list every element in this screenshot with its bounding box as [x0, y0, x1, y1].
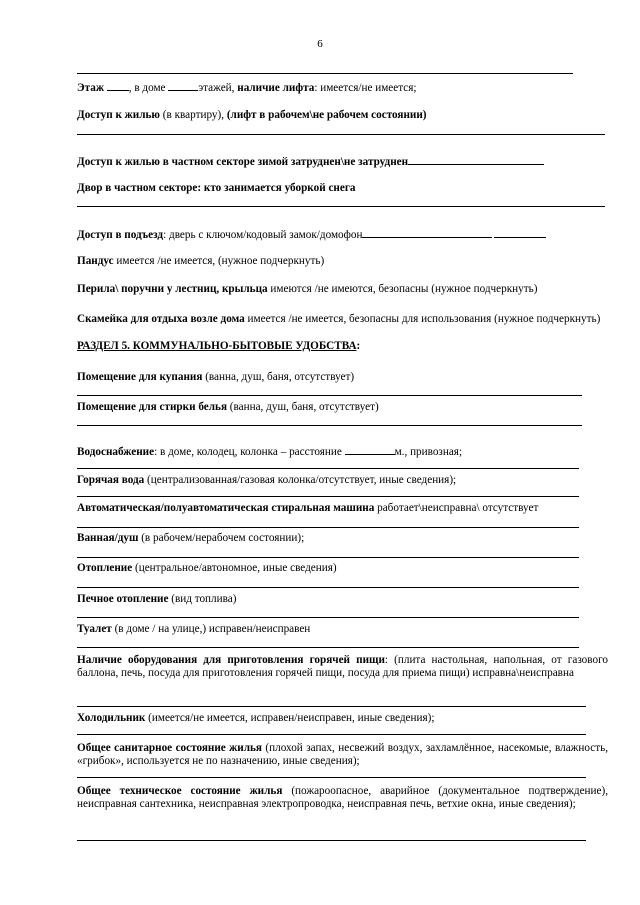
stove-heating-options: (вид топлива)	[171, 593, 237, 605]
washer-field	[77, 502, 608, 515]
cooking-field	[77, 654, 608, 680]
section-title-colon: :	[356, 340, 361, 352]
fill-line[interactable]	[77, 527, 579, 528]
washer-label: Автоматическая/полуавтоматическая стиральная машина	[77, 502, 375, 514]
heating-options: (центральное/автономное, иные сведения)	[135, 562, 337, 574]
sanitary-field	[77, 742, 608, 768]
water-tail: м., привозная;	[394, 446, 463, 458]
toilet-options: (в доме / на улице,) исправен/неисправен	[114, 623, 311, 635]
fill-line[interactable]	[77, 777, 586, 778]
fill-line[interactable]	[77, 468, 579, 469]
fill-line[interactable]	[77, 840, 586, 841]
page-number: 6	[317, 38, 323, 50]
access-home-mid: (в квартиру),	[162, 109, 225, 121]
laundry-field	[77, 401, 608, 414]
access-private-label: Доступ к жилью в частном секторе зимой затруднен\не затруднен	[77, 156, 409, 168]
floors-total-blank[interactable]	[168, 80, 198, 91]
fill-line[interactable]	[77, 587, 579, 588]
entrance-field	[77, 227, 608, 242]
sanitary-label: Общее санитарное состояние жилья	[77, 742, 262, 754]
access-home-label: Доступ к жилью	[77, 109, 160, 121]
water-distance-blank[interactable]	[345, 444, 395, 455]
bathing-options: (ванна, душ, баня, отсутствует)	[205, 371, 355, 383]
laundry-label: Помещение для стирки белья	[77, 401, 227, 413]
floor-mid: , в доме	[128, 82, 166, 94]
heating-label: Отопление	[77, 562, 133, 574]
technical-field	[77, 785, 608, 811]
lift-label: наличие лифта	[237, 82, 315, 94]
fill-line[interactable]	[77, 647, 579, 648]
fill-line[interactable]	[77, 706, 586, 707]
cooking-label: Наличие оборудования для приготовления горячей пищи	[77, 654, 385, 666]
bath-label: Ванная/душ	[77, 532, 139, 544]
ramp-field	[77, 255, 608, 268]
section-title-text: РАЗДЕЛ 5. КОММУНАЛЬНО-БЫТОВЫЕ УДОБСТВА	[77, 340, 357, 352]
floor-label: Этаж	[77, 82, 104, 94]
entrance-blank-2[interactable]	[494, 227, 546, 238]
cooking-options: : (плита настольная, напольная, от газового баллона, печь, посуда для приготовления горячей пищи, посуда для приема пищи) исправна\неисправна	[77, 654, 608, 679]
fill-line[interactable]	[77, 395, 582, 396]
bench-field	[77, 313, 608, 326]
stove-heating-field	[77, 593, 608, 606]
entrance-label: Доступ в подъезд	[77, 229, 164, 241]
hot-water-label: Горячая вода	[77, 474, 145, 486]
yard-label: Двор в частном секторе: кто занимается уборкой снега	[77, 182, 356, 194]
railings-label: Перила\ поручни у лестниц, крыльца	[77, 283, 268, 295]
sanitary-options: (плохой запах, несвежий воздух, захламлённое, насекомые, влажность, «грибок», используется не по назначению, иные сведения);	[77, 742, 608, 767]
yard-field	[77, 182, 608, 195]
fill-line[interactable]	[77, 734, 586, 735]
access-private-field	[77, 154, 608, 169]
fridge-label: Холодильник	[77, 712, 146, 724]
hot-water-field	[77, 474, 608, 487]
floor-blank[interactable]	[107, 80, 129, 91]
bench-label: Скамейка для отдыха возле дома	[77, 313, 245, 325]
floor-after: этажей,	[198, 82, 235, 94]
water-options: : в доме, колодец, колонка – расстояние	[154, 446, 342, 458]
divider	[77, 73, 573, 74]
fill-line[interactable]	[77, 496, 579, 497]
bathing-label: Помещение для купания	[77, 371, 203, 383]
laundry-options: (ванна, душ, баня, отсутствует)	[229, 401, 379, 413]
heating-field	[77, 562, 608, 575]
bath-options: (в рабочем/нерабочем состоянии);	[141, 532, 305, 544]
entrance-options: : дверь с ключом/кодовый замок/домофон	[163, 229, 363, 241]
fill-line[interactable]	[77, 617, 579, 618]
bathing-field	[77, 371, 608, 384]
access-home-field	[77, 109, 608, 122]
washer-options: работает\неисправна\ отсутствует	[377, 502, 539, 514]
stove-heating-label: Печное отопление	[77, 593, 169, 605]
water-field	[77, 444, 608, 459]
water-label: Водоснабжение	[77, 446, 155, 458]
ramp-options: имеется /не имеется, (нужное подчеркнуть)	[116, 255, 325, 267]
railings-options: имеются /не имеются, безопасны (нужное подчеркнуть)	[270, 283, 538, 295]
technical-options: (пожароопасное, аварийное (документальное подтверждение), неисправная сантехника, неисправная электропроводка, неисправная печь, ветхие окна, иные сведения);	[77, 785, 608, 810]
toilet-label: Туалет	[77, 623, 112, 635]
fridge-options: (имеется/не имеется, исправен/неисправен, иные сведения);	[148, 712, 435, 724]
hot-water-options: (централизованная/газовая колонка/отсутствует, иные сведения);	[147, 474, 457, 486]
lift-options: : имеется/не имеется;	[314, 82, 417, 94]
fridge-field	[77, 712, 608, 725]
entrance-blank[interactable]	[362, 227, 492, 238]
fill-line[interactable]	[77, 425, 582, 426]
bath-field	[77, 532, 608, 545]
access-home-state: (лифт в рабочем\не рабочем состоянии)	[226, 109, 427, 121]
toilet-field	[77, 623, 608, 636]
floor-field	[77, 80, 608, 95]
technical-label: Общее техническое состояние жилья	[77, 785, 283, 797]
access-private-blank[interactable]	[408, 154, 544, 165]
fill-line[interactable]	[77, 557, 579, 558]
section-title	[77, 340, 608, 353]
fill-line[interactable]	[77, 206, 605, 207]
ramp-label: Пандус	[77, 255, 114, 267]
fill-line[interactable]	[77, 134, 605, 135]
bench-options: имеется /не имеется, безопасны для использования (нужное подчеркнуть)	[247, 313, 601, 325]
railings-field	[77, 283, 608, 296]
